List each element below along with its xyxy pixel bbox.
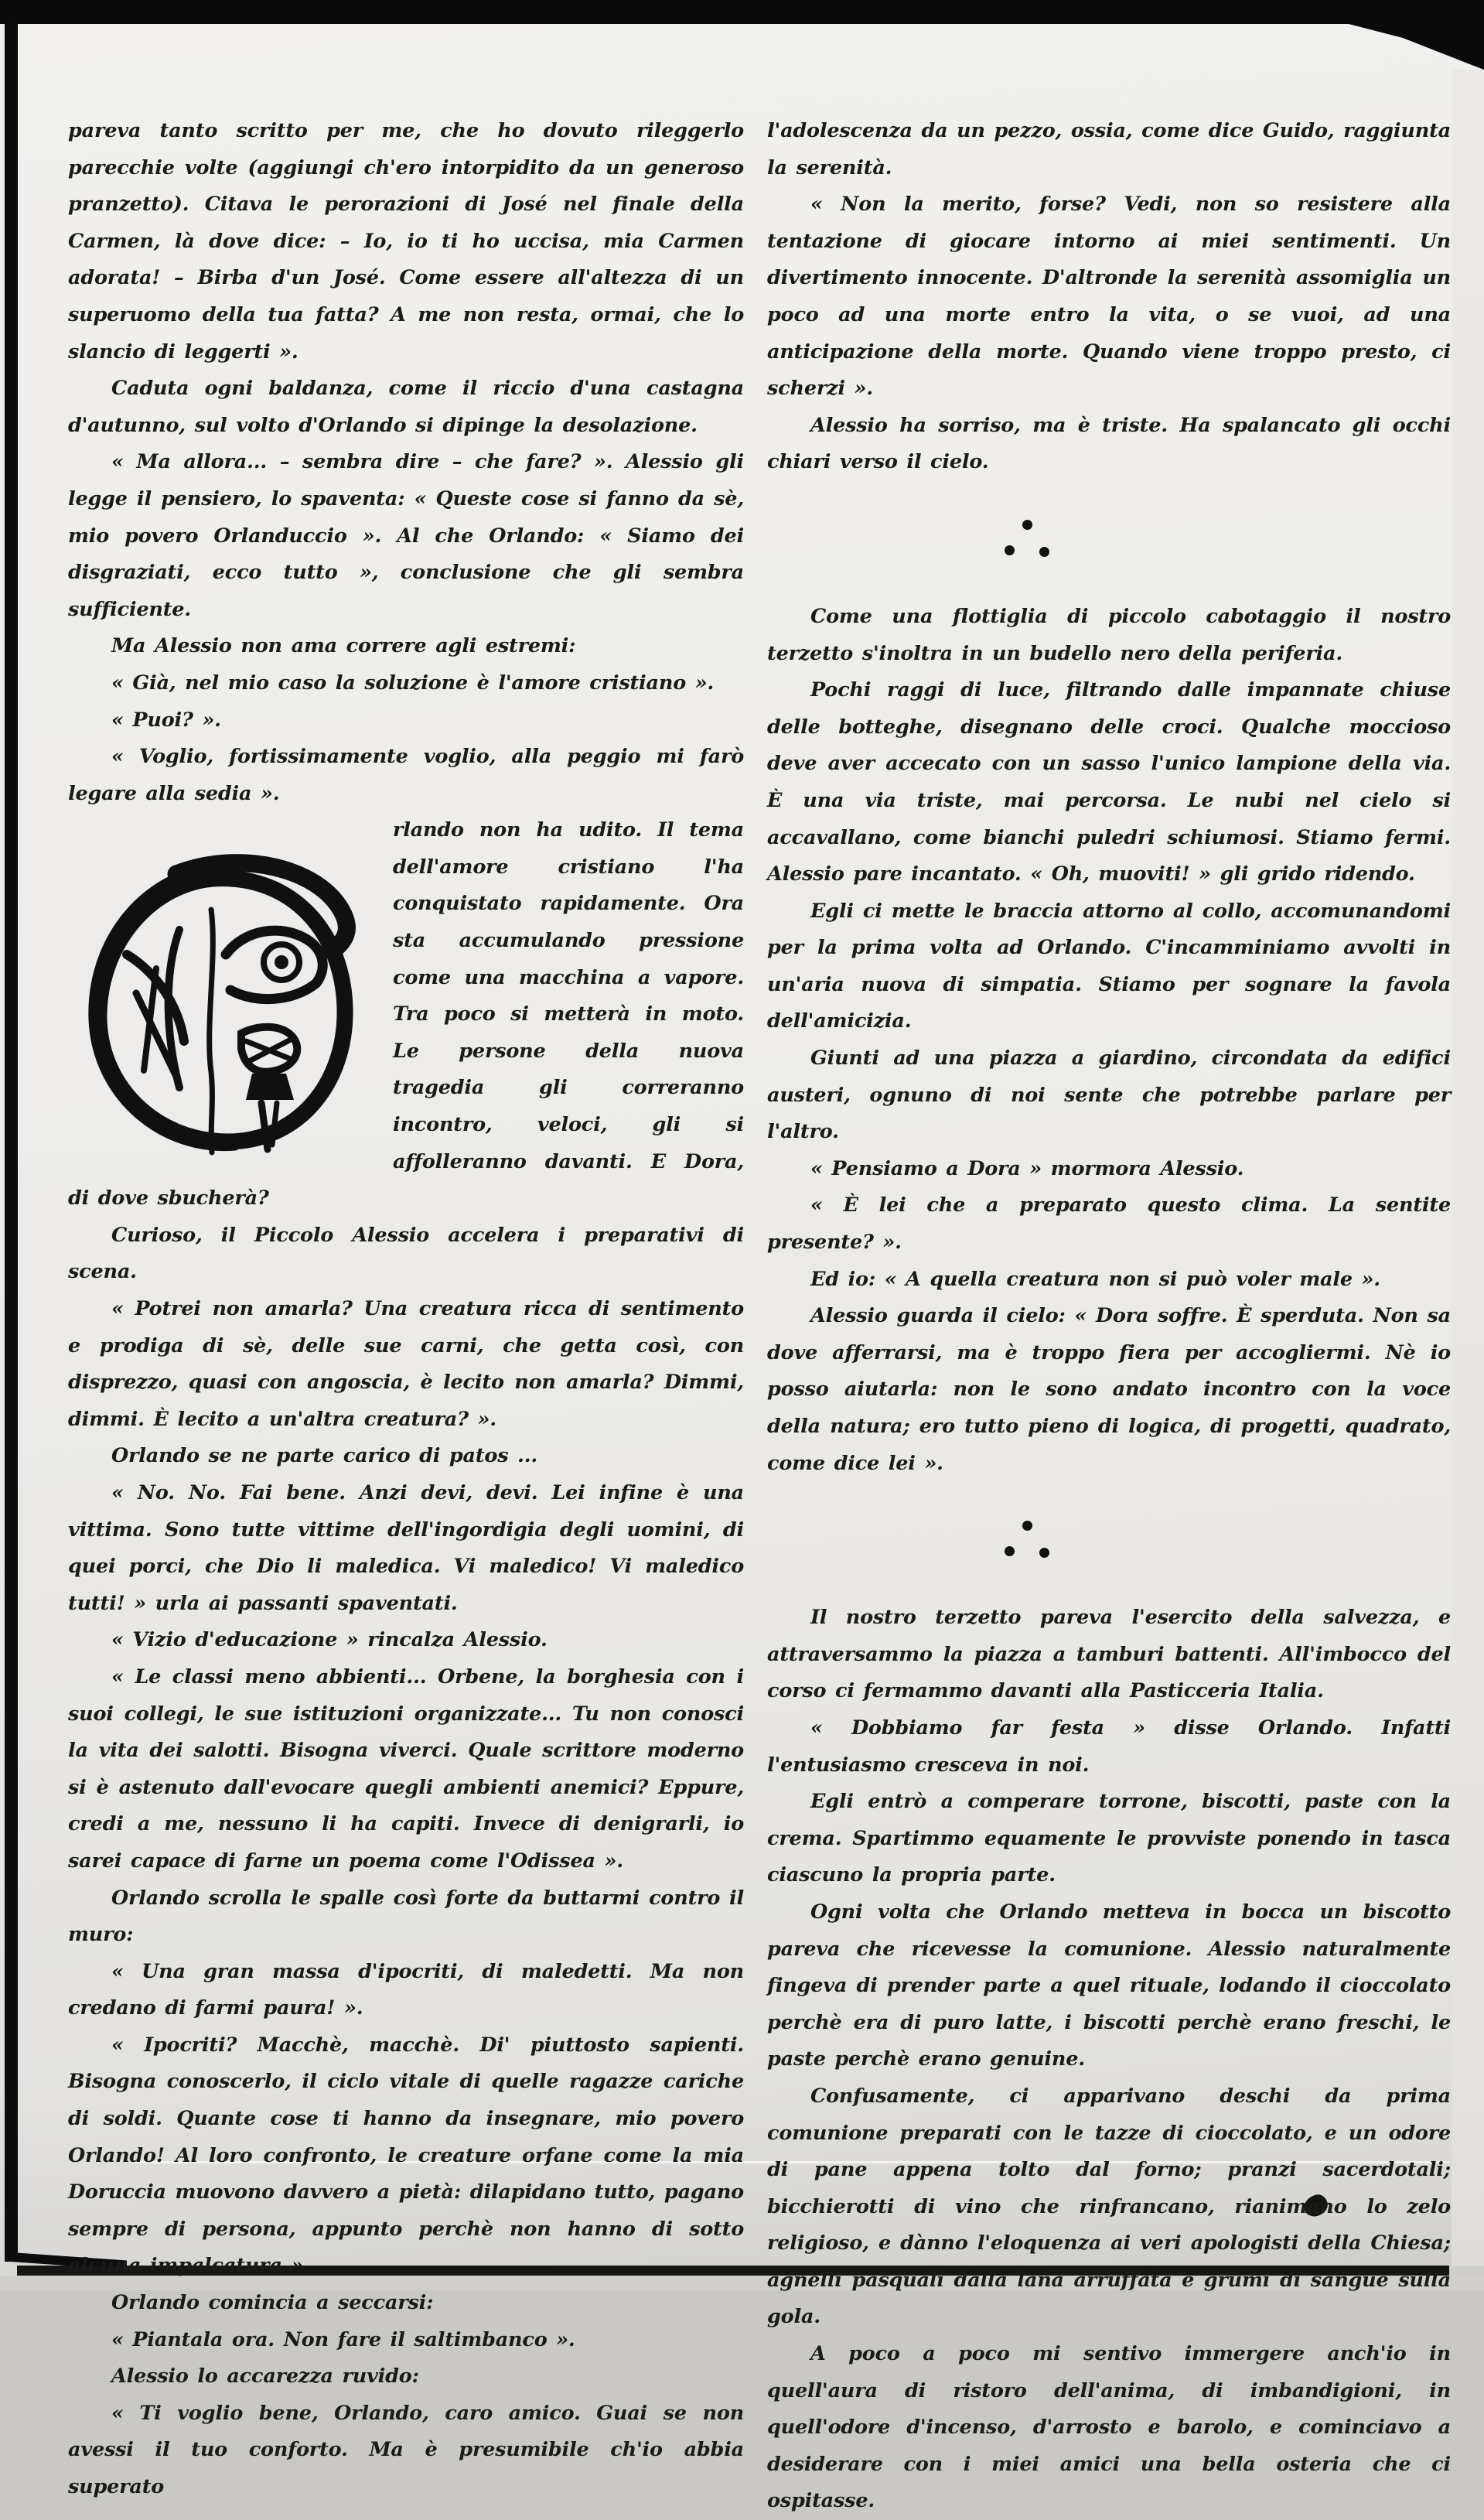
paragraph: « Ipocriti? Macchè, macchè. Di' piuttosto sapienti. Bisogna conoscerlo, il ciclo vitale di quelle ragazze cariche di soldi. Quante cose ti hanno da insegnare, mio povero Orlando! Al loro confronto, le creature orfane come la mia Doruccia muovono davvero a pietà: dilapidano tutto, pagano sempre di persona, appunto perchè non hanno di sotto alcuna impalcatura ». [68,2033,744,2278]
paragraph: « Voglio, fortissimamente voglio, alla peggio mi farò legare alla sedia ». [68,745,744,805]
paragraph: l'adolescenza da un pezzo, ossia, come dice Guido, raggiunta la serenità. [767,119,1451,179]
initial-o-illustration [62,838,370,1159]
paragraph: « Già, nel mio caso la soluzione è l'amore cristiano ». [111,671,715,695]
dot [1039,547,1049,557]
right-text-column [767,113,1451,2520]
paragraph: « Le classi meno abbienti... Orbene, la borghesia con i suoi collegi, le sue istituzioni organizzate... Tu non conosci la vita dei salotti. Bisogna viverci. Quale scrittore moderno si è astenuto dall'evocare quegli ambienti anemici? Eppure, credi a me, nessuno li ha capiti. Invece di denigrarli, io sarei capace di farne un poema come l'Odissea ». [68,1665,744,1873]
paragraph: « Vizio d'educazione » rincalza Alessio. [111,1628,548,1652]
paragraph: Ogni volta che Orlando metteva in bocca un biscotto pareva che ricevesse la comunione. Alessio naturalmente fingeva di prender parte a quel rituale, lodando il cioccolato perchè era di puro latte, i biscotti perchè erano freschi, le paste perchè erano genuine. [767,1900,1451,2071]
paragraph: Egli entrò a comperare torrone, biscotti, paste con la crema. Spartimmo equamente le provviste ponendo in tasca ciascuno la propria parte. [767,1790,1451,1887]
paragraph: Orlando scrolla le spalle così forte da buttarmi contro il muro: [68,1886,744,1947]
dot [1022,520,1032,530]
book-spine-shadow [5,19,18,2262]
paragraph: « Dobbiamo far festa » disse Orlando. Infatti l'entusiasmo cresceva in noi. [767,1716,1451,1777]
paragraph: Egli ci mette le braccia attorno al collo, accomunandomi per la prima volta ad Orlando. C'incamminiamo avvolti in un'aria nuova di simpatia. Stiamo per sognare la favola dell'amicizia. [767,899,1451,1033]
paragraph: « Puoi? ». [111,708,221,732]
paragraph: Pochi raggi di luce, filtrando dalle impannate chiuse delle botteghe, disegnano delle croci. Qualche moccioso deve aver accecato con un sasso l'unico lampione della via. È una via triste, mai percorsa. Le nubi nel cielo si accavallano, come bianchi puledri schiumosi. Stiamo fermi. Alessio pare incantato. « Oh, muoviti! » gli grido ridendo. [767,678,1451,886]
paragraph: Orlando comincia a seccarsi: [111,2291,434,2315]
paragraph: Caduta ogni baldanza, come il riccio d'una castagna d'autunno, sul volto d'Orlando si dipinge la desolazione. [68,377,744,437]
dot [1039,1548,1049,1558]
paragraph: Ma Alessio non ama correre agli estremi: [111,634,576,658]
paragraph: Orlando se ne parte carico di patos ... [111,1444,538,1468]
paragraph: Alessio lo accarezza ruvido: [111,2365,419,2389]
paragraph: « No. No. Fai bene. Anzi devi, devi. Lei infine è una vittima. Sono tutte vittime dell'ingordigia degli uomini, di quei porci, che Dio li maledica. Vi maledico! Vi maledico tutti! » urla ai passanti spaventati. [68,1480,744,1615]
photo-top-right-corner [1291,0,1484,76]
section-separator-dots [767,481,1451,599]
paragraph: Giunti ad una piazza a giardino, circondata da edifici austeri, ognuno di noi sente che potrebbe parlare per l'altro. [767,1047,1451,1144]
paragraph: « Pensiamo a Dora » mormora Alessio. [810,1156,1244,1180]
section-separator-dots [767,1482,1451,1600]
dot [1005,545,1015,555]
paragraph [68,812,744,1217]
left-text-column [68,113,744,2506]
paragraph: « Una gran massa d'ipocriti, di maledetti. Ma non credano di farmi paura! ». [68,1959,744,2020]
paragraph: Il nostro terzetto pareva l'esercito della salvezza, e attraversammo la piazza a tamburi battenti. All'imbocco del corso ci fermammo davanti alla Pasticceria Italia. [767,1606,1451,1703]
paragraph: Come una flottiglia di piccolo cabotaggio il nostro terzetto s'inoltra in un budello nero della periferia. [767,604,1451,665]
paragraph: « Piantala ora. Non fare il saltimbanco ». [111,2327,575,2351]
paragraph: « Ti voglio bene, Orlando, caro amico. Guai se non avessi il tuo conforto. Ma è presumibile ch'io abbia superato [68,2401,744,2498]
paragraph: « Non la merito, forse? Vedi, non so resistere alla tentazione di giocare intorno ai miei sentimenti. Un divertimento innocente. D'altronde la serenità assomiglia un poco ad una morte entro la vita, o se vuoi, ad una anticipazione della morte. Quando viene troppo presto, ci scherzi ». [767,193,1451,401]
dot [1022,1521,1032,1531]
paragraph: Confusamente, ci apparivano deschi da prima comunione preparati con le tazze di cioccolato, e un odore di pane appena tolto dal forno; pranzi sacerdotali; bicchierotti di vino che rinfrancano, rianimano lo zelo religioso, e dànno l'eloquenza ai veri apologisti della Chiesa; agnelli pasquali dalla lana arruffata e grumi di sangue sulla gola. [767,2084,1451,2329]
paragraph: pareva tanto scritto per me, che ho dovuto rileggerlo parecchie volte (aggiungi ch'ero intorpidito da un generoso pranzetto). Citava le perorazioni di José nel finale della Carmen, là dove dice: – Io, io ti ho uccisa, mia Carmen adorata! – Birba d'un José. Come essere all'altezza di un superuomo della tua fatta? A me non resta, ormai, che lo slancio di leggerti ». [68,119,744,364]
paragraph: Alessio guarda il cielo: « Dora soffre. È sperduta. Non sa dove afferrarsi, ma è troppo fiera per accogliermi. Nè io posso aiutarla: non le sono andato incontro con la voce della natura; ero tutto pieno di logica, di progetti, quadrato, come dice lei ». [767,1304,1451,1475]
paragraph: « Ma allora... – sembra dire – che fare? ». Alessio gli legge il pensiero, lo spaventa: « Queste cose si fanno da sè, mio povero Orlanduccio ». Al che Orlando: « Siamo dei disgraziati, ecco tutto », conclusione che gli sembra sufficiente. [68,450,744,621]
paragraph: « È lei che a preparato questo clima. La sentite presente? ». [767,1193,1451,1255]
paragraph: A poco a poco mi sentivo immergere anch'io in quell'aura di ristoro dell'anima, di imbandigioni, in quell'odore d'incenso, d'arrosto e barolo, e cominciavo a desiderare con i miei amici una bella osteria che ci ospitasse. [767,2342,1451,2513]
dot [1005,1546,1015,1556]
paragraph-text: rlando non ha udito. Il tema dell'amore cristiano l'ha conquistato rapidamente. Ora sta accumulando pressione come una macchina a vapore. Tra poco si metterà in moto. Le persone della nuova tragedia gli correranno incontro, veloci, gli si affolleranno davanti. E Dora, di dove sbucherà? [68,818,744,1210]
paragraph: Alessio ha sorriso, ma è triste. Ha spalancato gli occhi chiari verso il cielo. [767,413,1451,474]
paragraph: « Potrei non amarla? Una creatura ricca di sentimento e prodiga di sè, delle sue carni, che getta così, con disprezzo, quasi con angoscia, è lecito non amarla? Dimmi, dimmi. È lecito a un'altra creatura? ». [68,1297,744,1431]
paragraph: Curioso, il Piccolo Alessio accelera i preparativi di scena. [68,1223,744,1284]
paragraph: Ed io: « A quella creatura non si può voler male ». [810,1267,1380,1291]
page-right-margin [1452,70,1484,2266]
photo-top-edge [0,0,1484,24]
